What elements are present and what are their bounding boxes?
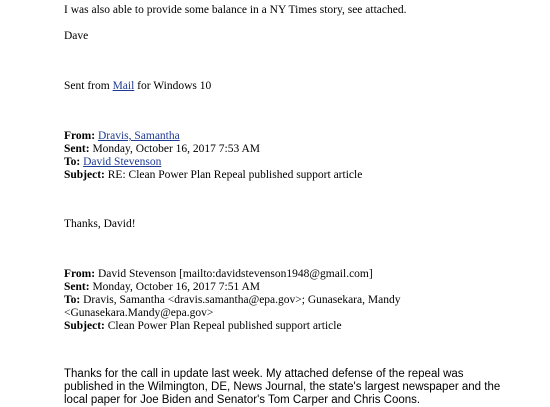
orig-sent-row bbox=[64, 281, 260, 294]
reply-subject-label: Subject: bbox=[64, 169, 105, 181]
reply-sent-row bbox=[64, 143, 260, 156]
orig-body-line-2: published in the Wilmington, DE, News Journal, the state's largest newspaper and the bbox=[64, 381, 501, 393]
orig-subject-row bbox=[64, 320, 342, 333]
reply-to-row bbox=[64, 156, 161, 169]
orig-sent-label: Sent: bbox=[64, 281, 90, 293]
reply-sent-value: Monday, October 16, 2017 7:53 AM bbox=[92, 143, 261, 155]
reply-from-link[interactable]: Dravis, Samantha bbox=[97, 130, 180, 142]
reply-subject-row bbox=[64, 169, 362, 182]
orig-to-label: To: bbox=[64, 294, 81, 306]
orig-subject-value: Clean Power Plan Repeal published support article bbox=[107, 320, 342, 332]
orig-to-value-line2: <Gunasekara.Mandy@epa.gov> bbox=[64, 307, 214, 319]
orig-from-label: From: bbox=[64, 268, 96, 280]
reply-to-label: To: bbox=[64, 156, 81, 168]
sent-from-suffix: for Windows 10 bbox=[134, 80, 212, 92]
intro-text: I was also able to provide some balance in a NY Times story, see attached. bbox=[64, 4, 407, 16]
reply-from-label: From: bbox=[64, 130, 96, 142]
reply-sent-label: Sent: bbox=[64, 143, 90, 155]
orig-from-row bbox=[64, 268, 373, 281]
orig-to-row bbox=[64, 294, 400, 307]
sent-from-prefix: Sent from bbox=[64, 80, 113, 92]
orig-body-line-1: Thanks for the call in update last week. My attached defense of the repeal was bbox=[64, 368, 464, 380]
signoff: Dave bbox=[64, 30, 89, 42]
mail-link[interactable]: Mail bbox=[112, 80, 135, 92]
orig-to-value-line1: Dravis, Samantha <dravis.samantha@epa.gov>; Gunasekara, Mandy bbox=[83, 294, 401, 306]
reply-body: Thanks, David! bbox=[64, 218, 136, 230]
reply-to-link[interactable]: David Stevenson bbox=[83, 156, 162, 168]
orig-body-line-3: local paper for Joe Biden and Senator's Tom Carper and Chris Coons. bbox=[64, 394, 421, 406]
reply-subject-value: RE: Clean Power Plan Repeal published support article bbox=[107, 169, 363, 181]
orig-subject-label: Subject: bbox=[64, 320, 105, 332]
sent-from-line bbox=[64, 80, 211, 93]
reply-from-row bbox=[64, 130, 180, 143]
orig-sent-value: Monday, October 16, 2017 7:51 AM bbox=[92, 281, 261, 293]
orig-from-value: David Stevenson [mailto:davidstevenson1948@gmail.com] bbox=[97, 268, 373, 280]
